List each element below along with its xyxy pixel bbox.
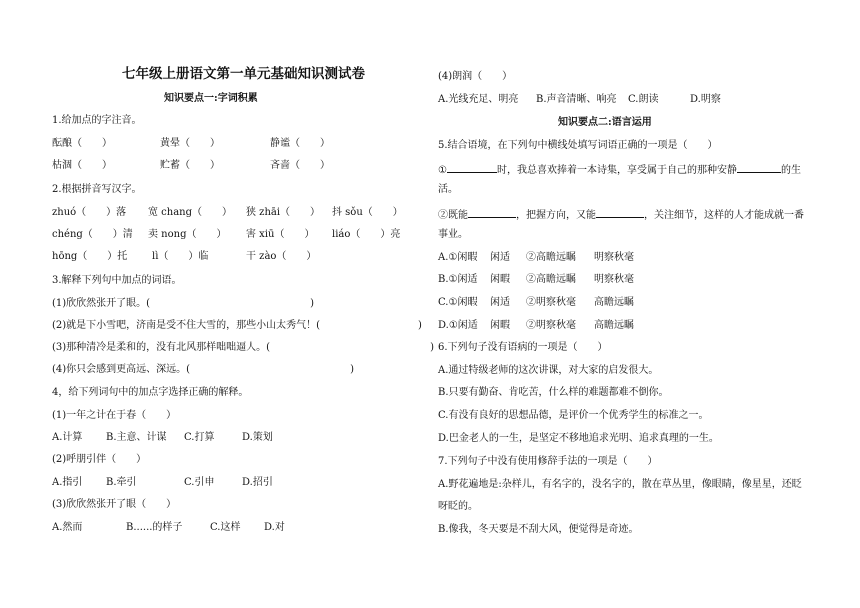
blank-line[interactable] xyxy=(737,161,781,173)
option: A.通过特级老师的这次讲课，对大家的启发很大。 xyxy=(438,365,659,376)
q4-sub: (3)欣欣然张开了眼（ ） xyxy=(52,499,177,510)
q2-item: chéng（ ）清 xyxy=(52,229,133,240)
q1-item: 黄晕（ ） xyxy=(160,138,220,149)
exam-title: 七年级上册语文第一单元基础知识测试卷 xyxy=(122,66,365,82)
option: D.策划 xyxy=(242,432,273,443)
option: ②高瞻远瞩 xyxy=(526,252,576,263)
option: C.有没有良好的思想品德，是评价一个优秀学生的标准之一。 xyxy=(438,410,709,421)
option: D.对 xyxy=(264,522,285,533)
q5-text: ②既能 xyxy=(438,210,468,221)
q2-item: lì（ ）临 xyxy=(152,251,209,262)
option: B.声音清晰、响亮 xyxy=(536,94,617,105)
q3-item: (2)就是下小雪吧，济南是受不住大雪的，那些小山太秀气！( xyxy=(52,320,321,331)
option: A.野花遍地是:杂样儿，有名字的，没名字的，散在草丛里，像眼睛，像星星，还眨 xyxy=(438,479,802,490)
q1-item: 酝酿（ ） xyxy=(52,138,112,149)
option: D.巴金老人的一生，是坚定不移地追求光明、追求真理的一生。 xyxy=(438,433,719,444)
option-continued: 呀眨的。 xyxy=(438,501,478,512)
q2-item: 狭 zhāi（ ） xyxy=(246,207,321,218)
q6-prompt: 6.下列句子没有语病的一项是（ ） xyxy=(438,342,608,353)
blank-line[interactable] xyxy=(468,206,516,218)
option: D.招引 xyxy=(242,477,273,488)
q3-item: (3)那种清冷是柔和的，没有北风那样咄咄逼人。( ) xyxy=(52,342,434,353)
option: 高瞻远瞩 xyxy=(594,297,634,308)
q2-prompt: 2.根据拼音写汉字。 xyxy=(52,184,142,195)
option: B......的样子 xyxy=(126,522,183,533)
q5-text: 事业。 xyxy=(438,229,468,240)
q7-prompt: 7.下列句子中没有使用修辞手法的一项是（ ） xyxy=(438,456,658,467)
q5-sentence-1 xyxy=(438,161,801,178)
option: ②明察秋毫 xyxy=(526,320,576,331)
q5-sentence-2 xyxy=(438,206,804,223)
q3-item: (1)欣欣然张开了眼。( ) xyxy=(52,298,314,309)
option: A.①闲暇 xyxy=(438,252,478,263)
q5-text: ，把握方向，又能 xyxy=(516,210,596,221)
option: C.这样 xyxy=(210,522,241,533)
q2-item: 干 zào（ ） xyxy=(246,251,317,262)
option: C.引申 xyxy=(184,477,215,488)
q4-prompt: 4，给下列词句中的加点字选择正确的解释。 xyxy=(52,387,249,398)
q2-item: 抖 sǒu（ ） xyxy=(332,207,403,218)
q1-item: 静谧（ ） xyxy=(270,138,330,149)
section-heading-1: 知识要点一:字词积累 xyxy=(164,93,258,104)
option: ②明察秋毫 xyxy=(526,297,576,308)
option: B.像我，冬天要是不刮大风，便觉得是奇迹。 xyxy=(438,524,639,535)
q5-prompt: 5.结合语境，在下列句中横线处填写词语正确的一项是（ ） xyxy=(438,140,718,151)
q5-text: ① xyxy=(438,165,447,176)
option: C.朗读 xyxy=(628,94,659,105)
option: A.指引 xyxy=(52,477,83,488)
q3-item: (4)你只会感到更高远、深远。( ) xyxy=(52,364,354,375)
q1-prompt: 1.给加点的字注音。 xyxy=(52,115,142,126)
option: B.牵引 xyxy=(106,477,137,488)
option: A.计算 xyxy=(52,432,83,443)
q4-sub: (1)一年之计在于春（ ） xyxy=(52,410,177,421)
q2-item: 宽 chang（ ） xyxy=(148,207,233,218)
option: 高瞻远瞩 xyxy=(594,320,634,331)
q2-item: 卖 nong（ ） xyxy=(148,229,227,240)
q2-item: 害 xiū（ ） xyxy=(246,229,315,240)
option: 闲适 xyxy=(490,297,510,308)
blank-line[interactable] xyxy=(596,206,644,218)
q1-item: 吝啬（ ） xyxy=(270,160,330,171)
option: D.明察 xyxy=(690,94,721,105)
option: D.①闲适 xyxy=(438,320,478,331)
q2-item: liáo（ ）亮 xyxy=(332,229,401,240)
q3-item-close: ) xyxy=(418,320,422,331)
q5-text: 时，我总喜欢捧着一本诗集，享受属于自己的那种安静 xyxy=(496,165,737,176)
option: B.①闲适 xyxy=(438,274,478,285)
q2-item: zhuó（ ）落 xyxy=(52,207,127,218)
section-heading-2: 知识要点二:语言运用 xyxy=(558,117,652,128)
q4-sub: (2)呼朋引伴（ ） xyxy=(52,454,147,465)
q5-text: 活。 xyxy=(438,184,458,195)
option: C.①闲暇 xyxy=(438,297,478,308)
q4-sub: (4)朗润（ ） xyxy=(438,71,513,82)
option: 闲暇 xyxy=(490,320,510,331)
option: 明察秋毫 xyxy=(594,274,634,285)
option: B.主意、计谋 xyxy=(106,432,167,443)
option: ②高瞻远瞩 xyxy=(526,274,576,285)
q5-text: 的生 xyxy=(780,165,801,176)
option: 明察秋毫 xyxy=(594,252,634,263)
option: B.只要有勤奋、肯吃苦，什么样的难题都难不倒你。 xyxy=(438,387,669,398)
q5-text: ，关注细节，这样的人才能成就一番 xyxy=(644,210,804,221)
blank-line[interactable] xyxy=(447,161,497,173)
q3-prompt: 3.解释下列句中加点的词语。 xyxy=(52,275,182,286)
q1-item: 贮蓄（ ） xyxy=(160,160,220,171)
q1-item: 枯涸（ ） xyxy=(52,160,112,171)
option: A.光线充足、明亮 xyxy=(438,94,519,105)
option: C.打算 xyxy=(184,432,215,443)
option: 闲适 xyxy=(490,252,510,263)
option: 闲暇 xyxy=(490,274,510,285)
option: A.然而 xyxy=(52,522,83,533)
q2-item: hōng（ ）托 xyxy=(52,251,128,262)
